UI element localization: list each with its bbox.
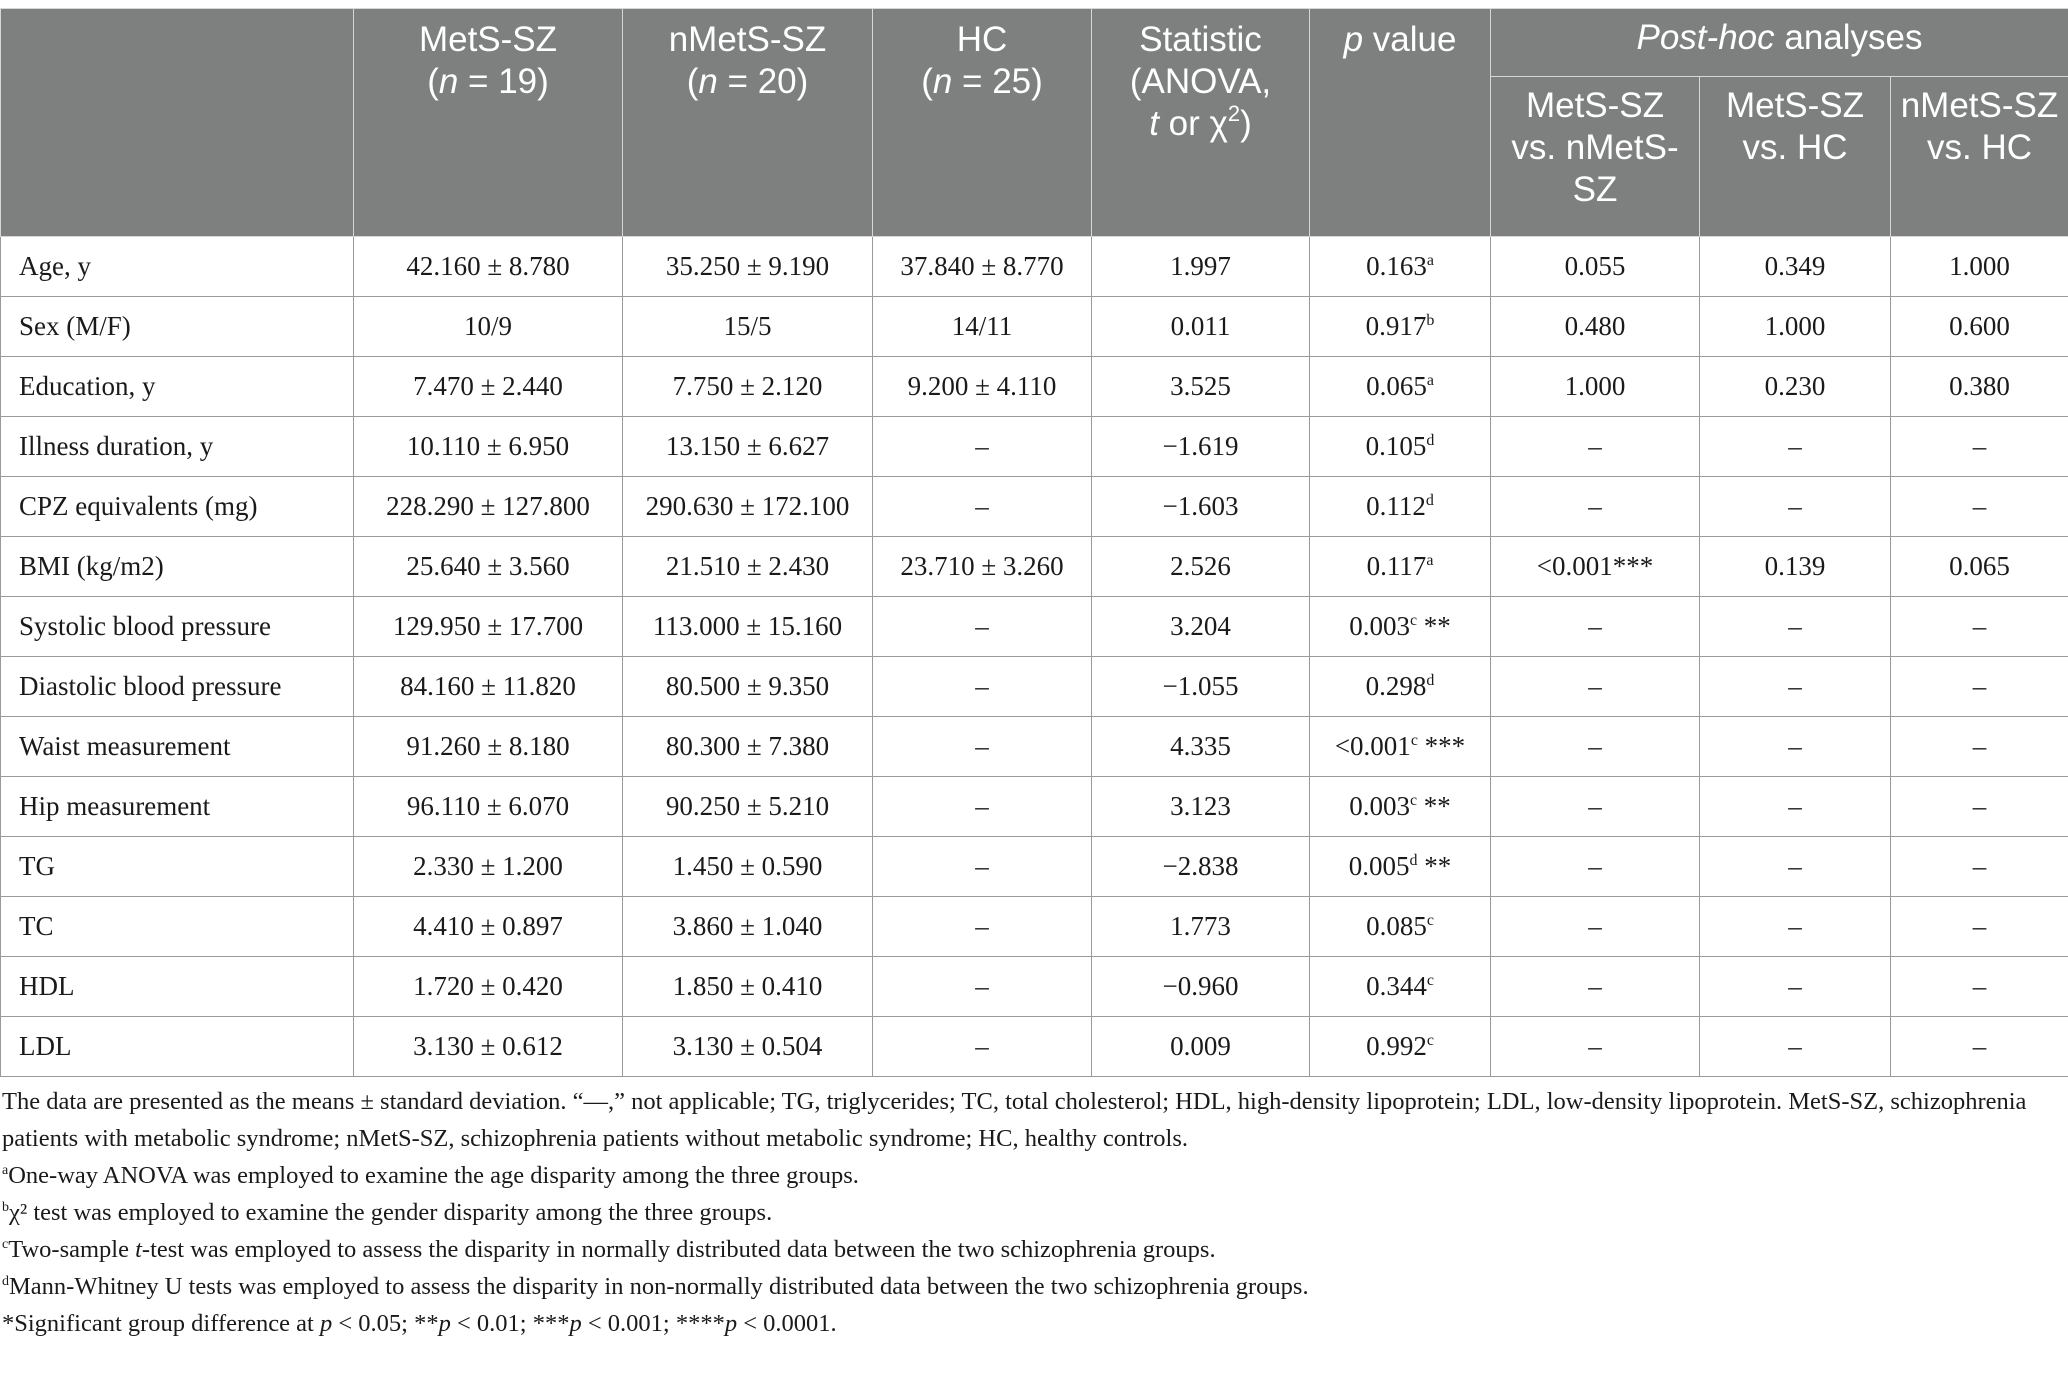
cell-p-value: 0.085$^c$ xyxy=(1310,897,1491,957)
table-row xyxy=(1,357,2068,417)
cell-nmets-sz: 113.000 ± 15.160 xyxy=(623,597,873,657)
cell-hc: 23.710 ± 3.260 xyxy=(873,537,1092,597)
row-label: CPZ equivalents (mg) xyxy=(1,477,354,537)
characteristics-table xyxy=(0,8,2068,1077)
cell-posthoc-mets-vs-nmets: – xyxy=(1491,477,1700,537)
cell-posthoc-mets-vs-nmets: – xyxy=(1491,1017,1700,1077)
cell-mets-sz: 7.470 ± 2.440 xyxy=(354,357,623,417)
cell-posthoc-mets-vs-nmets: – xyxy=(1491,597,1700,657)
cell-hc: – xyxy=(873,837,1092,897)
cell-p-value: 0.298$^d$ xyxy=(1310,657,1491,717)
table-row xyxy=(1,657,2068,717)
cell-p-value: 0.003$^c$ ** xyxy=(1310,597,1491,657)
cell-nmets-sz: 3.130 ± 0.504 xyxy=(623,1017,873,1077)
row-label: Education, y xyxy=(1,357,354,417)
significance-stars: ** xyxy=(1417,791,1451,821)
cell-posthoc-mets-vs-hc: 1.000 xyxy=(1700,297,1891,357)
cell-posthoc-nmets-vs-hc: – xyxy=(1891,597,2068,657)
row-label: HDL xyxy=(1,957,354,1017)
footnote-marker: d xyxy=(1426,432,1435,449)
cell-nmets-sz: 7.750 ± 2.120 xyxy=(623,357,873,417)
cell-nmets-sz: 80.300 ± 7.380 xyxy=(623,717,873,777)
significance-stars: ** xyxy=(1417,611,1451,641)
footnote-marker: a xyxy=(1426,252,1434,269)
row-label: TC xyxy=(1,897,354,957)
header-posthoc-mets-vs-nmets: MetS-SZ vs. nMetS-SZ xyxy=(1491,77,1700,237)
header-hc: HC (n = 25) xyxy=(873,9,1092,237)
row-label: Sex (M/F) xyxy=(1,297,354,357)
footnote-a: $^a$One-way ANOVA was employed to examine the age disparity among the three groups. xyxy=(2,1162,859,1189)
table-row xyxy=(1,417,2068,477)
cell-posthoc-mets-vs-nmets: – xyxy=(1491,897,1700,957)
row-label: LDL xyxy=(1,1017,354,1077)
cell-posthoc-mets-vs-nmets: – xyxy=(1491,837,1700,897)
cell-mets-sz: 228.290 ± 127.800 xyxy=(354,477,623,537)
table-row xyxy=(1,477,2068,537)
cell-posthoc-mets-vs-nmets: – xyxy=(1491,957,1700,1017)
footnote-d: $^d$Mann-Whitney U tests was employed to assess the disparity in non-normally distributed data between the two schizophrenia groups. xyxy=(2,1273,1309,1300)
row-label: Age, y xyxy=(1,237,354,297)
table-row xyxy=(1,897,2068,957)
footnote-significance: *Significant group difference at p < 0.05; **p < 0.01; ***p < 0.001; ****p < 0.0001. xyxy=(2,1310,837,1337)
header-statistic: Statistic (ANOVA, t or $\chi^2$) xyxy=(1092,9,1310,237)
cell-nmets-sz: 290.630 ± 172.100 xyxy=(623,477,873,537)
table-row xyxy=(1,957,2068,1017)
footnote-marker: d xyxy=(1409,852,1418,869)
cell-statistic: 1.997 xyxy=(1092,237,1310,297)
cell-hc: – xyxy=(873,957,1092,1017)
cell-p-value: 0.117$^a$ xyxy=(1310,537,1491,597)
cell-statistic: 1.773 xyxy=(1092,897,1310,957)
cell-hc: – xyxy=(873,597,1092,657)
cell-hc: 14/11 xyxy=(873,297,1092,357)
cell-mets-sz: 96.110 ± 6.070 xyxy=(354,777,623,837)
cell-posthoc-nmets-vs-hc: – xyxy=(1891,957,2068,1017)
header-p-value: p value xyxy=(1310,9,1491,237)
significance-stars: ** xyxy=(1417,851,1452,881)
cell-nmets-sz: 21.510 ± 2.430 xyxy=(623,537,873,597)
cell-posthoc-mets-vs-hc: – xyxy=(1700,417,1891,477)
cell-nmets-sz: 35.250 ± 9.190 xyxy=(623,237,873,297)
row-label: TG xyxy=(1,837,354,897)
cell-posthoc-nmets-vs-hc: – xyxy=(1891,717,2068,777)
cell-p-value: 0.344$^c$ xyxy=(1310,957,1491,1017)
cell-nmets-sz: 13.150 ± 6.627 xyxy=(623,417,873,477)
row-label: Systolic blood pressure xyxy=(1,597,354,657)
table-row xyxy=(1,297,2068,357)
cell-posthoc-nmets-vs-hc: – xyxy=(1891,837,2068,897)
cell-posthoc-mets-vs-nmets: 1.000 xyxy=(1491,357,1700,417)
cell-statistic: 0.011 xyxy=(1092,297,1310,357)
cell-statistic: −0.960 xyxy=(1092,957,1310,1017)
cell-hc: 37.840 ± 8.770 xyxy=(873,237,1092,297)
cell-p-value: 0.917$^b$ xyxy=(1310,297,1491,357)
header-blank xyxy=(1,9,354,237)
cell-posthoc-mets-vs-hc: – xyxy=(1700,837,1891,897)
header-posthoc-nmets-vs-hc: nMetS-SZ vs. HC xyxy=(1891,77,2068,237)
table-header xyxy=(1,9,2068,237)
footnote-marker: b xyxy=(1426,312,1435,329)
cell-posthoc-mets-vs-nmets: 0.055 xyxy=(1491,237,1700,297)
cell-p-value: 0.163$^a$ xyxy=(1310,237,1491,297)
cell-p-value: 0.005$^d$ ** xyxy=(1310,837,1491,897)
cell-posthoc-mets-vs-hc: – xyxy=(1700,717,1891,777)
cell-nmets-sz: 3.860 ± 1.040 xyxy=(623,897,873,957)
significance-stars: *** xyxy=(1417,731,1466,761)
cell-posthoc-nmets-vs-hc: 0.380 xyxy=(1891,357,2068,417)
cell-posthoc-mets-vs-nmets: <0.001*** xyxy=(1491,537,1700,597)
cell-posthoc-nmets-vs-hc: – xyxy=(1891,417,2068,477)
cell-statistic: 3.525 xyxy=(1092,357,1310,417)
cell-posthoc-mets-vs-hc: 0.230 xyxy=(1700,357,1891,417)
footnote-marker: a xyxy=(1426,552,1434,569)
cell-posthoc-nmets-vs-hc: 0.600 xyxy=(1891,297,2068,357)
cell-statistic: −1.603 xyxy=(1092,477,1310,537)
cell-mets-sz: 42.160 ± 8.780 xyxy=(354,237,623,297)
cell-mets-sz: 129.950 ± 17.700 xyxy=(354,597,623,657)
cell-hc: – xyxy=(873,477,1092,537)
row-label: Hip measurement xyxy=(1,777,354,837)
footnote-marker: c xyxy=(1409,792,1418,809)
cell-posthoc-mets-vs-hc: – xyxy=(1700,1017,1891,1077)
cell-mets-sz: 3.130 ± 0.612 xyxy=(354,1017,623,1077)
cell-posthoc-mets-vs-hc: – xyxy=(1700,657,1891,717)
cell-posthoc-mets-vs-hc: – xyxy=(1700,777,1891,837)
cell-posthoc-mets-vs-nmets: – xyxy=(1491,777,1700,837)
row-label: Diastolic blood pressure xyxy=(1,657,354,717)
header-nmets-sz: nMetS-SZ (n = 20) xyxy=(623,9,873,237)
cell-posthoc-mets-vs-nmets: – xyxy=(1491,717,1700,777)
cell-statistic: 3.123 xyxy=(1092,777,1310,837)
table-figure xyxy=(0,8,2068,1342)
header-posthoc-mets-vs-hc: MetS-SZ vs. HC xyxy=(1700,77,1891,237)
cell-posthoc-nmets-vs-hc: – xyxy=(1891,897,2068,957)
cell-posthoc-nmets-vs-hc: 1.000 xyxy=(1891,237,2068,297)
cell-hc: 9.200 ± 4.110 xyxy=(873,357,1092,417)
cell-posthoc-mets-vs-hc: – xyxy=(1700,597,1891,657)
cell-statistic: 3.204 xyxy=(1092,597,1310,657)
cell-hc: – xyxy=(873,1017,1092,1077)
footnote-marker: a xyxy=(1426,372,1434,389)
cell-statistic: −1.055 xyxy=(1092,657,1310,717)
footnote-marker: c xyxy=(1410,732,1418,749)
table-row xyxy=(1,537,2068,597)
header-posthoc: Post-hoc analyses xyxy=(1491,9,2068,77)
cell-posthoc-mets-vs-hc: – xyxy=(1700,477,1891,537)
cell-posthoc-nmets-vs-hc: 0.065 xyxy=(1891,537,2068,597)
cell-mets-sz: 2.330 ± 1.200 xyxy=(354,837,623,897)
table-row xyxy=(1,597,2068,657)
footnote-general: The data are presented as the means ± standard deviation. “—,” not applicable; TG, triglycerides; TC, total cholesterol; HDL, high-density lipoprotein; LDL, low-density lipoprotein. MetS-SZ, schizophrenia patients with metabolic syndrome; nMetS-SZ, schizophrenia patients without metabolic syndrome; HC, healthy controls. xyxy=(2,1088,2027,1152)
table-row xyxy=(1,777,2068,837)
cell-statistic: −1.619 xyxy=(1092,417,1310,477)
footnote-marker: c xyxy=(1409,612,1418,629)
table-body xyxy=(1,237,2068,1077)
cell-nmets-sz: 90.250 ± 5.210 xyxy=(623,777,873,837)
footnote-b: $^b$χ² test was employed to examine the gender disparity among the three groups. xyxy=(2,1199,773,1226)
table-row xyxy=(1,1017,2068,1077)
cell-posthoc-mets-vs-hc: 0.349 xyxy=(1700,237,1891,297)
cell-mets-sz: 84.160 ± 11.820 xyxy=(354,657,623,717)
footnote-c: $^c$Two-sample t-test was employed to assess the disparity in normally distributed data between the two schizophrenia groups. xyxy=(2,1236,1216,1263)
table-footnotes xyxy=(0,1077,2068,1342)
cell-p-value: 0.065$^a$ xyxy=(1310,357,1491,417)
cell-mets-sz: 1.720 ± 0.420 xyxy=(354,957,623,1017)
cell-posthoc-nmets-vs-hc: – xyxy=(1891,1017,2068,1077)
cell-p-value: 0.112$^d$ xyxy=(1310,477,1491,537)
header-mets-sz: MetS-SZ (n = 19) xyxy=(354,9,623,237)
cell-mets-sz: 91.260 ± 8.180 xyxy=(354,717,623,777)
cell-posthoc-mets-vs-nmets: – xyxy=(1491,657,1700,717)
cell-nmets-sz: 15/5 xyxy=(623,297,873,357)
cell-statistic: −2.838 xyxy=(1092,837,1310,897)
row-label: Illness duration, y xyxy=(1,417,354,477)
footnote-marker: c xyxy=(1426,1032,1434,1049)
cell-statistic: 4.335 xyxy=(1092,717,1310,777)
table-row xyxy=(1,717,2068,777)
row-label: Waist measurement xyxy=(1,717,354,777)
cell-p-value: 0.992$^c$ xyxy=(1310,1017,1491,1077)
cell-nmets-sz: 1.850 ± 0.410 xyxy=(623,957,873,1017)
cell-posthoc-nmets-vs-hc: – xyxy=(1891,777,2068,837)
cell-nmets-sz: 80.500 ± 9.350 xyxy=(623,657,873,717)
footnote-marker: c xyxy=(1426,972,1434,989)
cell-mets-sz: 10.110 ± 6.950 xyxy=(354,417,623,477)
cell-posthoc-mets-vs-nmets: 0.480 xyxy=(1491,297,1700,357)
cell-posthoc-mets-vs-nmets: – xyxy=(1491,417,1700,477)
cell-posthoc-nmets-vs-hc: – xyxy=(1891,477,2068,537)
cell-p-value: <0.001$^c$ *** xyxy=(1310,717,1491,777)
table-row xyxy=(1,237,2068,297)
cell-hc: – xyxy=(873,717,1092,777)
cell-nmets-sz: 1.450 ± 0.590 xyxy=(623,837,873,897)
footnote-marker: d xyxy=(1426,672,1435,689)
row-label: BMI (kg/m2) xyxy=(1,537,354,597)
table-row xyxy=(1,837,2068,897)
cell-posthoc-mets-vs-hc: – xyxy=(1700,897,1891,957)
cell-hc: – xyxy=(873,657,1092,717)
cell-mets-sz: 4.410 ± 0.897 xyxy=(354,897,623,957)
cell-posthoc-mets-vs-hc: 0.139 xyxy=(1700,537,1891,597)
cell-statistic: 2.526 xyxy=(1092,537,1310,597)
cell-posthoc-nmets-vs-hc: – xyxy=(1891,657,2068,717)
footnote-marker: c xyxy=(1426,912,1434,929)
cell-p-value: 0.105$^d$ xyxy=(1310,417,1491,477)
cell-posthoc-mets-vs-hc: – xyxy=(1700,957,1891,1017)
cell-hc: – xyxy=(873,417,1092,477)
cell-p-value: 0.003$^c$ ** xyxy=(1310,777,1491,837)
cell-statistic: 0.009 xyxy=(1092,1017,1310,1077)
cell-mets-sz: 10/9 xyxy=(354,297,623,357)
cell-hc: – xyxy=(873,777,1092,837)
footnote-marker: d xyxy=(1425,492,1434,509)
cell-hc: – xyxy=(873,897,1092,957)
cell-mets-sz: 25.640 ± 3.560 xyxy=(354,537,623,597)
